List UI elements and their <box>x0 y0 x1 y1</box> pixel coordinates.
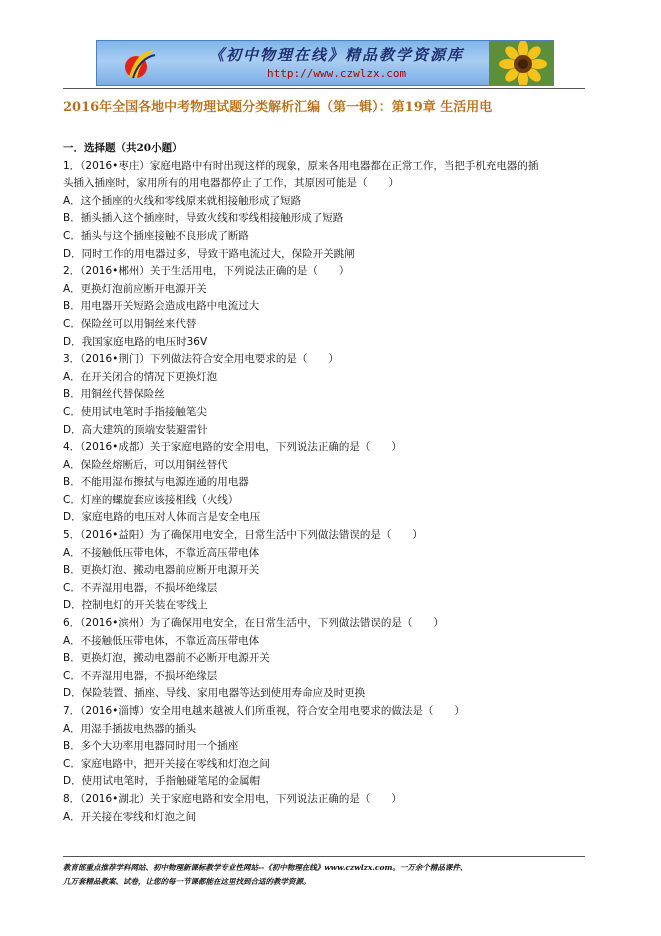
question-stem-line: 3．（2016•荆门）下列做法符合安全用电要求的是（ ） <box>63 353 339 366</box>
header-rule <box>63 88 585 89</box>
question-lines <box>63 158 593 827</box>
answer-option: D．控制电灯的开关装在零线上 <box>63 599 208 612</box>
answer-option: B．用铜丝代替保险丝 <box>63 388 165 401</box>
answer-option: A．不接触低压带电体，不靠近高压带电体 <box>63 546 260 559</box>
answer-option: B．插头插入这个插座时，导致火线和零线相接触形成了短路 <box>63 212 344 225</box>
section-heading: 一．选择题（共20小题） <box>63 142 183 154</box>
sunflower-icon <box>489 41 553 86</box>
answer-option: A．保险丝熔断后，可以用铜丝替代 <box>63 458 228 471</box>
header-banner <box>96 40 554 86</box>
answer-option: D．高大建筑的顶端安装避雷针 <box>63 423 208 436</box>
answer-option: D．家庭电路的电压对人体而言是安全电压 <box>63 511 261 524</box>
answer-option: B．多个大功率用电器同时用一个插座 <box>63 740 239 753</box>
banner-title: 《初中物理在线》精品教学资源库 <box>209 46 465 64</box>
answer-option: C．不弄湿用电器，不损坏绝缘层 <box>63 581 218 594</box>
answer-option: C．使用试电笔时手指接触笔尖 <box>63 405 207 418</box>
question-stem-line: 4．（2016•成都）关于家庭电路的安全用电，下列说法正确的是（ ） <box>63 441 402 454</box>
footer-rule <box>63 856 585 857</box>
question-stem-line: 1．（2016•枣庄）家庭电路中有时出现这样的现象，原来各用电器都在正常工作，当把手机充电器的插 <box>63 159 539 172</box>
banner-url[interactable]: http://www.czwlzx.com <box>267 67 407 80</box>
answer-option: D．我国家庭电路的电压时36V <box>63 335 208 348</box>
answer-option: B．更换灯泡、搬动电器前应断开电源开关 <box>63 564 260 577</box>
question-stem-line: 7．（2016•淄博）安全用电越来越被人们所重视，符合安全用电要求的做法是（ ） <box>63 705 465 717</box>
footer-line-1: 教育部重点推荐学科网站、初中物理新课标教学专业性网站--《初中物理在线》www.czwlzx.com。一万余个精品课件、 <box>63 863 468 872</box>
footer-line-2: 几万套精品教案、试卷，让您的每一节课都能在这里找到合适的教学资源。 <box>63 877 311 886</box>
question-content <box>63 140 593 826</box>
site-logo-icon <box>123 47 157 81</box>
answer-option: B．用电器开关短路会造成电路中电流过大 <box>63 300 260 313</box>
question-stem-line: 2．（2016•郴州）关于生活用电，下列说法正确的是（ ） <box>63 265 350 278</box>
answer-option: D．使用试电笔时，手指触碰笔尾的金属帽 <box>63 775 261 788</box>
answer-option: B．更换灯泡，搬动电器前不必断开电源开关 <box>63 652 270 665</box>
question-text-line: 头插入插座时，家用所有的用电器都停止了工作，其原因可能是（ ） <box>63 177 399 190</box>
answer-option: C．家庭电路中，把开关接在零线和灯泡之间 <box>63 757 270 770</box>
answer-option: A．更换灯泡前应断开电源开关 <box>63 282 207 295</box>
answer-option: A．用湿手插拔电热器的插头 <box>63 722 197 735</box>
question-stem-line: 5．（2016•益阳）为了确保用电安全，日常生活中下列做法错误的是（ ） <box>63 529 423 542</box>
answer-option: C．灯座的螺旋套应该接相线（火线） <box>63 493 239 506</box>
question-stem-line: 6．（2016•滨州）为了确保用电安全，在日常生活中，下列做法错误的是（ ） <box>63 617 444 630</box>
question-stem-line: 8．（2016•湖北）关于家庭电路和安全用电，下列说法正确的是（ ） <box>63 792 402 805</box>
answer-option: A．开关接在零线和灯泡之间 <box>63 810 197 823</box>
answer-option: C．保险丝可以用铜丝来代替 <box>63 317 197 330</box>
answer-option: C．插头与这个插座接触不良形成了断路 <box>63 229 249 242</box>
answer-option: D．同时工作的用电器过多，导致干路电流过大，保险开关跳闸 <box>63 247 355 260</box>
answer-option: A．在开关闭合的情况下更换灯泡 <box>63 370 218 383</box>
answer-option: B．不能用湿布擦拭与电源连通的用电器 <box>63 476 249 489</box>
answer-option: A．这个插座的火线和零线原来就相接触形成了短路 <box>63 194 302 207</box>
document-title: 2016年全国各地中考物理试题分类解析汇编（第一辑）：第19章 生活用电 <box>63 100 493 115</box>
answer-option: C．不弄湿用电器，不损坏绝缘层 <box>63 669 218 682</box>
footer <box>63 861 603 889</box>
answer-option: A．不接触低压带电体，不靠近高压带电体 <box>63 634 260 647</box>
answer-option: D．保险装置、插座、导线、家用电器等达到使用寿命应及时更换 <box>63 687 366 700</box>
